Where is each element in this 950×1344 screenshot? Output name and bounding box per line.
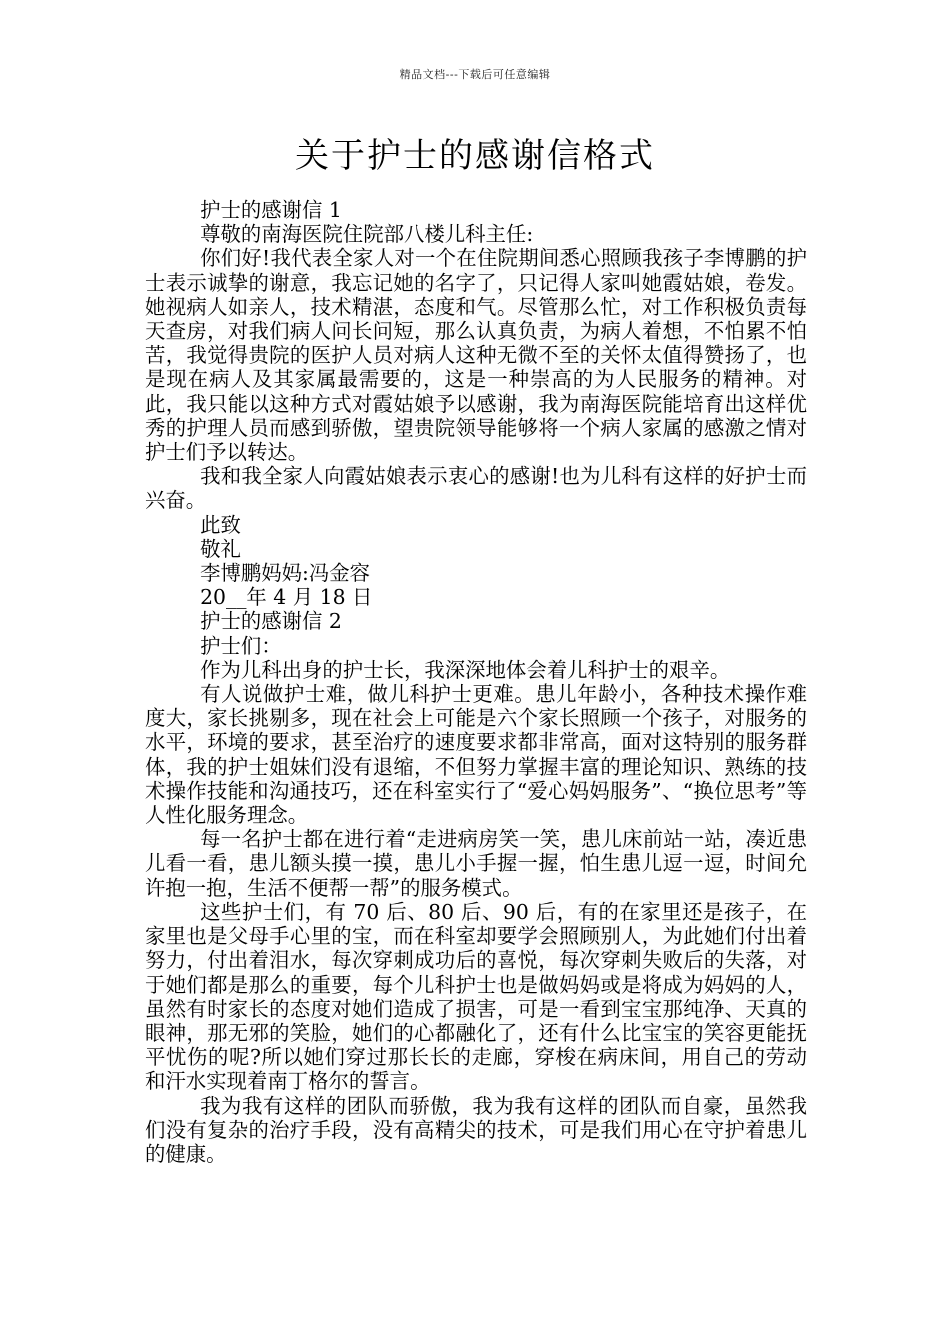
page-header-note: 精品文档---下载后可任意编辑	[399, 68, 551, 81]
letter-2-heading: 护士的感谢信 2	[200, 609, 342, 634]
letter-2-paragraph: 作为儿科出身的护士长，我深深地体会着儿科护士的艰辛。	[200, 657, 731, 682]
letter-1-closing: 此致	[200, 512, 241, 537]
document-body	[145, 198, 807, 1166]
letter-1-signature: 李博鹏妈妈:冯金容	[200, 561, 371, 586]
letter-2-paragraph: 有人说做护士难，做儿科护士更难。患儿年龄小，各种技术操作难度大，家长挑剔多，现在社会上可能是六个家长照顾一个孩子，对服务的水平，环境的要求，甚至治疗的速度要求都非常高，面对这特别的服务群体，我的护士姐妹们没有退缩，不但努力掌握丰富的理论知识、熟练的技术操作技能和沟通技巧，还在科室实行了“爱心妈妈服务”、“换位思考”等人性化服务理念。	[145, 682, 807, 828]
letter-2-paragraph: 我为我有这样的团队而骄傲，我为我有这样的团队而自豪，虽然我们没有复杂的治疗手段，没有高精尖的技术，可是我们用心在守护着患儿的健康。	[145, 1093, 807, 1166]
letter-1-heading: 护士的感谢信 1	[200, 198, 342, 222]
letter-1-paragraph: 你们好!我代表全家人对一个在住院期间悉心照顾我孩子李博鹏的护士表示诚挚的谢意，我忘记她的名字了，只记得人家叫她霞姑娘，卷发。她视病人如亲人，技术精湛，态度和气。尽管那么忙，对工作积极负责每天查房，对我们病人问长问短，那么认真负责，为病人着想，不怕累不怕苦，我觉得贵院的医护人员对病人这种无微不至的关怀太值得赞扬了，也是现在病人及其家属最需要的，这是一种崇高的为人民服务的精神。对此，我只能以这种方式对霞姑娘予以感谢，我为南海医院能培育出这样优秀的护理人员而感到骄傲，望贵院领导能够将一个病人家属的感激之情对护士们予以转达。	[145, 246, 807, 465]
letter-2-paragraph: 每一名护士都在进行着“走进病房笑一笑，患儿床前站一站，凑近患儿看一看，患儿额头摸一摸，患儿小手握一握，怕生患儿逗一逗，时间允许抱一抱，生活不便帮一帮”的服务模式。	[145, 827, 807, 900]
letter-2-salutation: 护士们：	[200, 633, 282, 658]
letter-1-date: 20__年 4 月 18 日	[200, 585, 373, 610]
document-title: 关于护士的感谢信格式	[295, 136, 655, 176]
letter-1-salutation: 尊敬的南海医院住院部八楼儿科主任:	[200, 222, 534, 247]
letter-1-paragraph: 我和我全家人向霞姑娘表示衷心的感谢!也为儿科有这样的好护士而兴奋。	[145, 464, 807, 513]
letter-2-paragraph: 这些护士们，有 70 后、80 后、90 后，有的在家里还是孩子，在家里也是父母手心里的宝，而在科室却要学会照顾别人，为此她们付出着努力，付出着泪水，每次穿刺成功后的喜悦，每次穿刺失败后的失落，对于她们都是那么的重要，每个儿科护士也是做妈妈或是将成为妈妈的人，虽然有时家长的态度对她们造成了损害，可是一看到宝宝那纯净、天真的眼神，那无邪的笑脸，她们的心都融化了，还有什么比宝宝的笑容更能抚平忧伤的呢?所以她们穿过那长长的走廊，穿梭在病床间，用自己的劳动和汗水实现着南丁格尔的誓言。	[145, 899, 807, 1094]
letter-1-closing: 敬礼	[200, 536, 241, 561]
